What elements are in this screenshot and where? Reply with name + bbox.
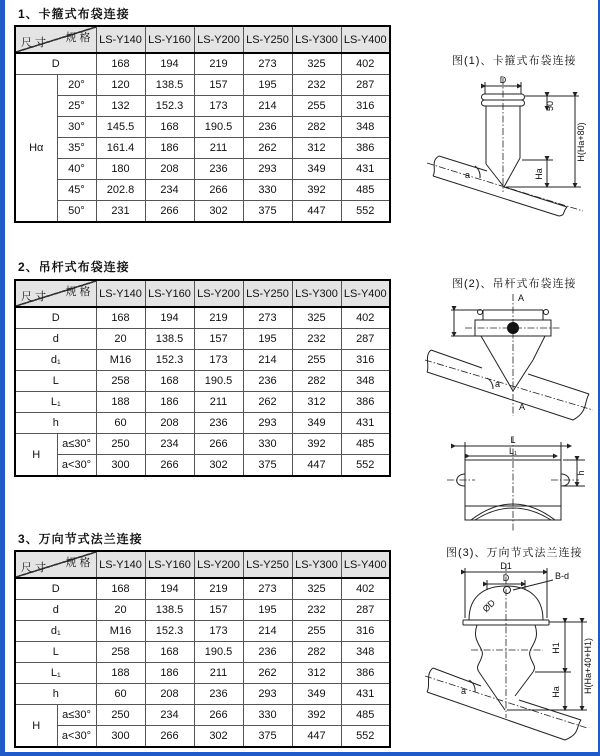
row-label: h: [15, 684, 96, 705]
value-cell: 232: [292, 75, 341, 96]
value-cell: 168: [96, 578, 145, 600]
value-cell: 120: [96, 75, 145, 96]
dim-ha-label: Ha: [534, 168, 544, 180]
table-row: [15, 159, 390, 180]
value-cell: 287: [341, 75, 390, 96]
row-label: h: [15, 413, 96, 434]
value-cell: 211: [194, 138, 243, 159]
value-cell: 348: [341, 117, 390, 138]
value-cell: 195: [243, 600, 292, 621]
dim-ha-label: Ha: [551, 686, 561, 698]
column-header: LS-Y300: [292, 26, 341, 53]
value-cell: 375: [243, 455, 292, 477]
row-label: L: [15, 642, 96, 663]
figure-3-diagram: [425, 560, 595, 756]
value-cell: 312: [292, 663, 341, 684]
row-label: D: [15, 578, 96, 600]
value-cell: 202.8: [96, 180, 145, 201]
value-cell: 236: [194, 159, 243, 180]
table-row: [15, 455, 390, 477]
value-cell: 236: [243, 117, 292, 138]
corner-size-label: 尺 寸: [21, 291, 47, 303]
value-cell: 250: [96, 434, 145, 455]
corner-spec-label: 规 格: [65, 32, 91, 44]
value-cell: 20: [96, 600, 145, 621]
angle-a-label: a: [461, 686, 467, 696]
column-header: LS-Y200: [194, 26, 243, 53]
section-3-title: 3、万向节式法兰连接: [18, 532, 143, 546]
value-cell: 266: [145, 201, 194, 223]
table-row: [15, 434, 390, 455]
value-cell: 447: [292, 726, 341, 748]
table-row: [15, 578, 390, 600]
row-label: 30°: [57, 117, 96, 138]
row-label: 50°: [57, 201, 96, 223]
value-cell: 168: [96, 53, 145, 75]
value-cell: 287: [341, 600, 390, 621]
value-cell: 282: [292, 117, 341, 138]
dim-h1-label: H1: [551, 642, 561, 654]
value-cell: 402: [341, 578, 390, 600]
figure-2-diagram: [425, 290, 595, 545]
value-cell: 219: [194, 578, 243, 600]
row-label: a<30°: [57, 726, 96, 748]
value-cell: 287: [341, 329, 390, 350]
corner-cell: [15, 280, 96, 307]
column-header: LS-Y300: [292, 551, 341, 578]
value-cell: 173: [194, 96, 243, 117]
value-cell: 349: [292, 413, 341, 434]
value-cell: M16: [96, 350, 145, 371]
corner-cell: [15, 26, 96, 53]
figure-1-caption: 图(1)、卡箍式布袋连接: [452, 55, 577, 67]
value-cell: 316: [341, 621, 390, 642]
value-cell: 190.5: [194, 642, 243, 663]
value-cell: 168: [145, 117, 194, 138]
dim-htotal-label: H(Ha+80): [576, 122, 586, 162]
value-cell: 325: [292, 53, 341, 75]
value-cell: 312: [292, 392, 341, 413]
corner-size-label: 尺 寸: [21, 562, 47, 574]
value-cell: 190.5: [194, 117, 243, 138]
value-cell: 349: [292, 684, 341, 705]
section-a-bottom-label: A: [519, 402, 526, 412]
value-cell: 330: [243, 434, 292, 455]
value-cell: 232: [292, 329, 341, 350]
table-row: [15, 600, 390, 621]
clamp-connection-drawing: [425, 70, 595, 235]
value-cell: 258: [96, 371, 145, 392]
value-cell: 266: [194, 705, 243, 726]
value-cell: 273: [243, 307, 292, 329]
row-label: a≤30°: [57, 705, 96, 726]
corner-spec-label: 规 格: [65, 557, 91, 569]
value-cell: 552: [341, 726, 390, 748]
value-cell: 266: [145, 455, 194, 477]
value-cell: 208: [145, 684, 194, 705]
column-header: LS-Y200: [194, 280, 243, 307]
value-cell: 186: [145, 663, 194, 684]
column-header: LS-Y140: [96, 280, 145, 307]
value-cell: 152.3: [145, 350, 194, 371]
dim-htotal-label: H(Ha+40+H1): [583, 637, 593, 695]
value-cell: 293: [243, 413, 292, 434]
figure-3-caption: 图(3)、万向节式法兰连接: [446, 547, 583, 559]
column-header: LS-Y250: [243, 280, 292, 307]
value-cell: 302: [194, 455, 243, 477]
value-cell: 325: [292, 307, 341, 329]
row-group-label: H: [15, 434, 57, 477]
value-cell: 211: [194, 663, 243, 684]
value-cell: 431: [341, 159, 390, 180]
value-cell: 262: [243, 138, 292, 159]
value-cell: 266: [145, 726, 194, 748]
value-cell: 194: [145, 578, 194, 600]
value-cell: 255: [292, 96, 341, 117]
value-cell: 312: [292, 138, 341, 159]
value-cell: 431: [341, 413, 390, 434]
value-cell: 255: [292, 621, 341, 642]
spec-table-universal: [14, 550, 391, 748]
value-cell: 195: [243, 329, 292, 350]
value-cell: 402: [341, 307, 390, 329]
value-cell: 349: [292, 159, 341, 180]
dim-d1-label: D1: [500, 561, 512, 571]
row-label: 45°: [57, 180, 96, 201]
value-cell: 330: [243, 705, 292, 726]
table-row: [15, 621, 390, 642]
value-cell: 386: [341, 663, 390, 684]
value-cell: 302: [194, 726, 243, 748]
column-header: LS-Y400: [341, 280, 390, 307]
row-label: L₁: [15, 392, 96, 413]
value-cell: 392: [292, 705, 341, 726]
value-cell: 258: [96, 642, 145, 663]
figure-2-caption: 图(2)、吊杆式布袋连接: [452, 278, 577, 290]
value-cell: 255: [292, 350, 341, 371]
column-header: LS-Y400: [341, 26, 390, 53]
value-cell: 152.3: [145, 96, 194, 117]
value-cell: 447: [292, 201, 341, 223]
value-cell: 195: [243, 75, 292, 96]
spec-table-clamp: [14, 25, 391, 223]
value-cell: 262: [243, 663, 292, 684]
column-header: LS-Y400: [341, 551, 390, 578]
value-cell: 552: [341, 455, 390, 477]
value-cell: 236: [194, 413, 243, 434]
dim-h-label: h: [576, 470, 586, 476]
column-header: LS-Y160: [145, 551, 194, 578]
angle-a-label: a: [495, 379, 501, 389]
row-label: a<30°: [57, 455, 96, 477]
table-row: [15, 75, 390, 96]
value-cell: 138.5: [145, 75, 194, 96]
value-cell: 60: [96, 413, 145, 434]
value-cell: 173: [194, 621, 243, 642]
value-cell: 194: [145, 307, 194, 329]
value-cell: 173: [194, 350, 243, 371]
value-cell: 234: [145, 705, 194, 726]
value-cell: 188: [96, 663, 145, 684]
value-cell: 250: [96, 705, 145, 726]
dim-l-label: L: [510, 435, 516, 445]
value-cell: 282: [292, 642, 341, 663]
row-group-label: H: [15, 705, 57, 748]
table-row: [15, 642, 390, 663]
value-cell: 282: [292, 371, 341, 392]
column-header: LS-Y200: [194, 551, 243, 578]
value-cell: 447: [292, 455, 341, 477]
value-cell: 552: [341, 201, 390, 223]
section-2-title: 2、吊杆式布袋连接: [18, 260, 130, 274]
value-cell: 168: [145, 371, 194, 392]
value-cell: 236: [243, 642, 292, 663]
value-cell: 348: [341, 642, 390, 663]
table-row: [15, 201, 390, 223]
corner-size-label: 尺 寸: [21, 37, 47, 49]
value-cell: 180: [96, 159, 145, 180]
value-cell: 386: [341, 392, 390, 413]
value-cell: 168: [96, 307, 145, 329]
value-cell: 208: [145, 159, 194, 180]
value-cell: M16: [96, 621, 145, 642]
value-cell: 236: [243, 371, 292, 392]
row-label: 40°: [57, 159, 96, 180]
row-label: d₁: [15, 350, 96, 371]
table-row: [15, 684, 390, 705]
table-row: [15, 371, 390, 392]
corner-cell: [15, 551, 96, 578]
value-cell: 485: [341, 705, 390, 726]
value-cell: 236: [194, 684, 243, 705]
value-cell: 316: [341, 96, 390, 117]
value-cell: 138.5: [145, 600, 194, 621]
value-cell: 293: [243, 684, 292, 705]
row-label: D: [15, 53, 96, 75]
value-cell: 157: [194, 75, 243, 96]
figure-1-diagram: [425, 70, 595, 240]
column-header: LS-Y160: [145, 26, 194, 53]
spec-table-hanger: [14, 279, 391, 477]
value-cell: 194: [145, 53, 194, 75]
column-header: LS-Y300: [292, 280, 341, 307]
universal-joint-drawing: [425, 560, 595, 752]
row-label: d₁: [15, 621, 96, 642]
value-cell: 188: [96, 392, 145, 413]
value-cell: 392: [292, 434, 341, 455]
value-cell: 60: [96, 684, 145, 705]
value-cell: 168: [145, 642, 194, 663]
value-cell: 20: [96, 329, 145, 350]
table-row: [15, 726, 390, 748]
value-cell: 186: [145, 138, 194, 159]
value-cell: 402: [341, 53, 390, 75]
row-group-label: Hα: [15, 75, 57, 223]
row-label: d: [15, 329, 96, 350]
value-cell: 262: [243, 392, 292, 413]
dim-l1-label: L₁: [508, 446, 518, 456]
value-cell: 234: [145, 434, 194, 455]
table-row: [15, 180, 390, 201]
value-cell: 186: [145, 392, 194, 413]
table-row: [15, 138, 390, 159]
table-row: [15, 392, 390, 413]
row-label: 25°: [57, 96, 96, 117]
row-label: D: [15, 307, 96, 329]
column-header: LS-Y140: [96, 551, 145, 578]
value-cell: 161.4: [96, 138, 145, 159]
section-1-title: 1、卡箍式布袋连接: [18, 7, 130, 21]
hanger-connection-drawing: [425, 290, 595, 540]
value-cell: 386: [341, 138, 390, 159]
value-cell: 145.5: [96, 117, 145, 138]
value-cell: 234: [145, 180, 194, 201]
value-cell: 266: [194, 180, 243, 201]
row-label: 35°: [57, 138, 96, 159]
value-cell: 325: [292, 578, 341, 600]
value-cell: 375: [243, 201, 292, 223]
table-row: [15, 413, 390, 434]
value-cell: 138.5: [145, 329, 194, 350]
column-header: LS-Y160: [145, 280, 194, 307]
value-cell: 157: [194, 329, 243, 350]
row-label: L₁: [15, 663, 96, 684]
value-cell: 316: [341, 350, 390, 371]
value-cell: 214: [243, 621, 292, 642]
column-header: LS-Y250: [243, 551, 292, 578]
value-cell: 231: [96, 201, 145, 223]
table-row: [15, 705, 390, 726]
dim-50-label: 50: [545, 100, 555, 112]
table-row: [15, 96, 390, 117]
dim-d-label: D: [502, 573, 510, 583]
section-a-top-label: A: [518, 293, 525, 303]
table-row: [15, 329, 390, 350]
value-cell: 219: [194, 307, 243, 329]
value-cell: 132: [96, 96, 145, 117]
value-cell: 152.3: [145, 621, 194, 642]
table-row: [15, 117, 390, 138]
value-cell: 232: [292, 600, 341, 621]
row-label: L: [15, 371, 96, 392]
sphere-diameter-label: ØD: [480, 597, 498, 615]
table-row: [15, 307, 390, 329]
value-cell: 214: [243, 350, 292, 371]
value-cell: 214: [243, 96, 292, 117]
value-cell: 190.5: [194, 371, 243, 392]
column-header: LS-Y140: [96, 26, 145, 53]
column-header: LS-Y250: [243, 26, 292, 53]
value-cell: 375: [243, 726, 292, 748]
value-cell: 392: [292, 180, 341, 201]
row-label: a≤30°: [57, 434, 96, 455]
value-cell: 300: [96, 726, 145, 748]
value-cell: 266: [194, 434, 243, 455]
value-cell: 208: [145, 413, 194, 434]
value-cell: 348: [341, 371, 390, 392]
value-cell: 485: [341, 180, 390, 201]
angle-a-label: a: [465, 170, 471, 180]
table-row: [15, 53, 390, 75]
value-cell: 302: [194, 201, 243, 223]
row-label: 20°: [57, 75, 96, 96]
bolt-spec-label: B-d: [555, 571, 570, 581]
corner-spec-label: 规 格: [65, 286, 91, 298]
value-cell: 293: [243, 159, 292, 180]
value-cell: 157: [194, 600, 243, 621]
value-cell: 219: [194, 53, 243, 75]
value-cell: 273: [243, 53, 292, 75]
dim-d-label: D: [499, 75, 507, 85]
value-cell: 485: [341, 434, 390, 455]
page-border-left: [0, 0, 5, 756]
value-cell: 273: [243, 578, 292, 600]
table-row: [15, 350, 390, 371]
value-cell: 431: [341, 684, 390, 705]
value-cell: 300: [96, 455, 145, 477]
row-label: d: [15, 600, 96, 621]
table-row: [15, 663, 390, 684]
value-cell: 330: [243, 180, 292, 201]
value-cell: 211: [194, 392, 243, 413]
